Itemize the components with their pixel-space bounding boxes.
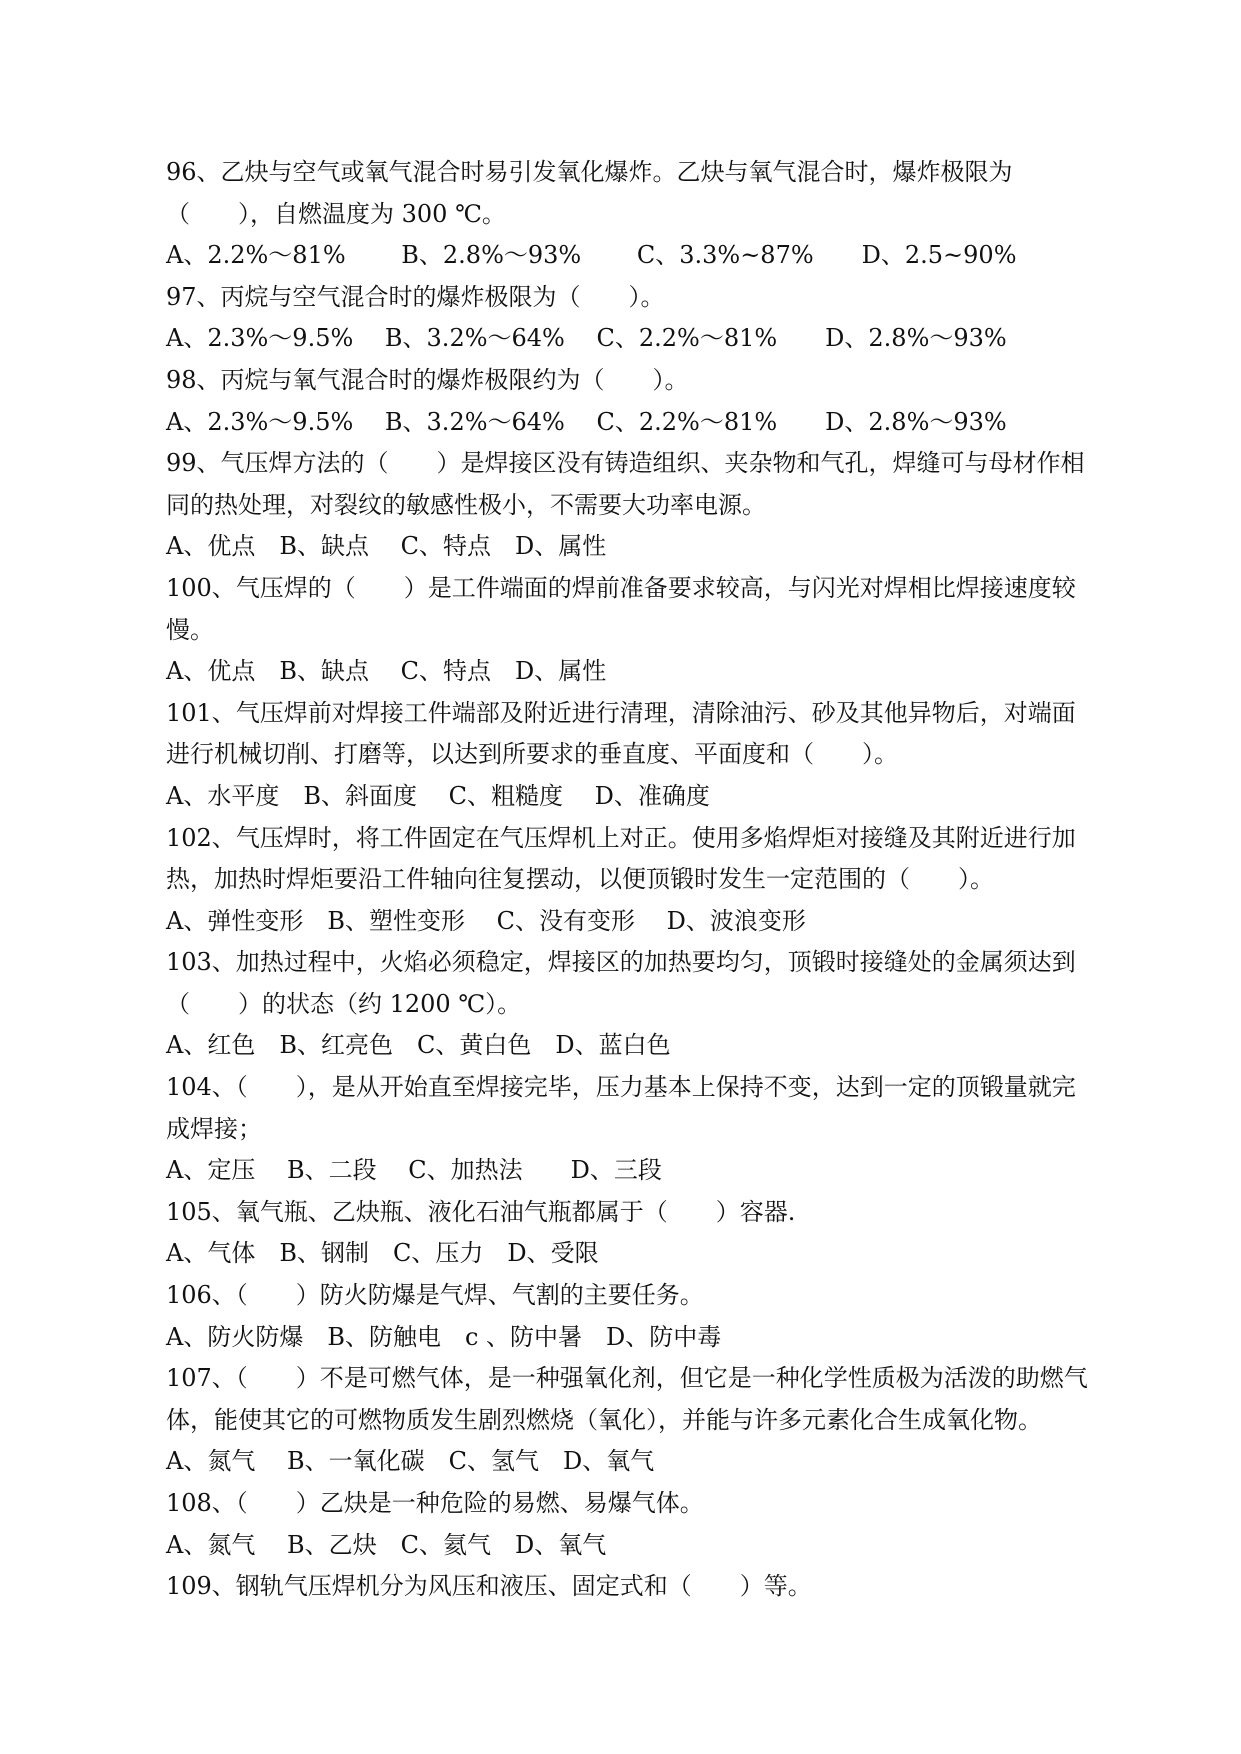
text-line: A、2.3%～9.5% B、3.2%～64% C、2.2%～81% D、2.8%～93% [166,407,1007,436]
text-line: 慢。 [166,615,214,644]
text-line: A、优点 B、缺点 C、特点 D、属性 [166,657,607,686]
text-line: 101、气压焊前对焊接工件端部及附近进行清理，清除油污、砂及其他异物后，对端面 [166,698,1076,727]
text-line: （ ），自燃温度为 300 ℃。 [166,199,506,228]
text-line: 102、气压焊时，将工件固定在气压焊机上对正。使用多焰焊炬对接缝及其附近进行加 [166,823,1076,852]
text-line: 108、（ ）乙炔是一种危险的易燃、易爆气体。 [166,1489,704,1517]
text-line: A、氮气 B、乙炔 C、氦气 D、氧气 [166,1530,607,1559]
text-line: 99、气压焊方法的（ ）是焊接区没有铸造组织、夹杂物和气孔，焊缝可与母材作相 [166,449,1085,478]
text-line: 成焊接； [166,1114,262,1143]
text-line: A、水平度 B、斜面度 C、粗糙度 D、准确度 [166,781,710,810]
question-text-block [166,152,1106,1608]
text-line: 105、氧气瓶、乙炔瓶、液化石油气瓶都属于（ ）容器. [166,1197,796,1226]
text-line: 103、加热过程中，火焰必须稳定，焊接区的加热要均匀，顶锻时接缝处的金属须达到 [166,948,1076,977]
text-line: 109、钢轨气压焊机分为风压和液压、固定式和（ ）等。 [166,1572,812,1601]
text-line: A、气体 B、钢制 C、压力 D、受限 [166,1239,599,1268]
text-line: 进行机械切削、打磨等，以达到所要求的垂直度、平面度和（ ）。 [166,740,898,769]
text-line: A、弹性变形 B、塑性变形 C、没有变形 D、波浪变形 [166,906,806,935]
text-line: 96、乙炔与空气或氧气混合时易引发氧化爆炸。乙炔与氧气混合时，爆炸极限为 [166,158,1013,186]
text-line: A、2.3%～9.5% B、3.2%～64% C、2.2%～81% D、2.8%～93% [166,324,1007,353]
text-line: A、定压 B、二段 C、加热法 D、三段 [166,1156,662,1185]
text-line: A、红色 B、红亮色 C、黄白色 D、蓝白色 [166,1031,671,1060]
text-line: A、优点 B、缺点 C、特点 D、属性 [166,532,607,561]
text-line: 107、（ ）不是可燃气体，是一种强氧化剂，但它是一种化学性质极为活泼的助燃气 [166,1364,1088,1393]
text-line: 同的热处理，对裂纹的敏感性极小，不需要大功率电源。 [166,490,766,519]
text-line: 体，能使其它的可燃物质发生剧烈燃烧（氧化），并能与许多元素化合生成氧化物。 [166,1405,1042,1434]
text-line: 热，加热时焊炬要沿工件轴向往复摆动，以便顶锻时发生一定范围的（ ）。 [166,865,994,894]
text-line: 98、丙烷与氧气混合时的爆炸极限约为（ ）。 [166,365,689,394]
text-line: A、2.2%～81% B、2.8%～93% C、3.3%~87% D、2.5~90% [166,241,1017,270]
text-line: 100、气压焊的（ ）是工件端面的焊前准备要求较高，与闪光对焊相比焊接速度较 [166,573,1076,602]
text-line: （ ）的状态（约 1200 ℃）。 [166,989,522,1018]
text-line: 97、丙烷与空气混合时的爆炸极限为（ ）。 [166,282,665,311]
text-line: A、防火防爆 B、防触电 c 、防中暑 D、防中毒 [166,1322,722,1351]
text-line: 106、（ ）防火防爆是气焊、气割的主要任务。 [166,1281,704,1310]
text-line: 104、（ ），是从开始直至焊接完毕，压力基本上保持不变，达到一定的顶锻量就完 [166,1073,1076,1102]
text-line: A、氮气 B、一氧化碳 C、氢气 D、氧气 [166,1447,655,1476]
